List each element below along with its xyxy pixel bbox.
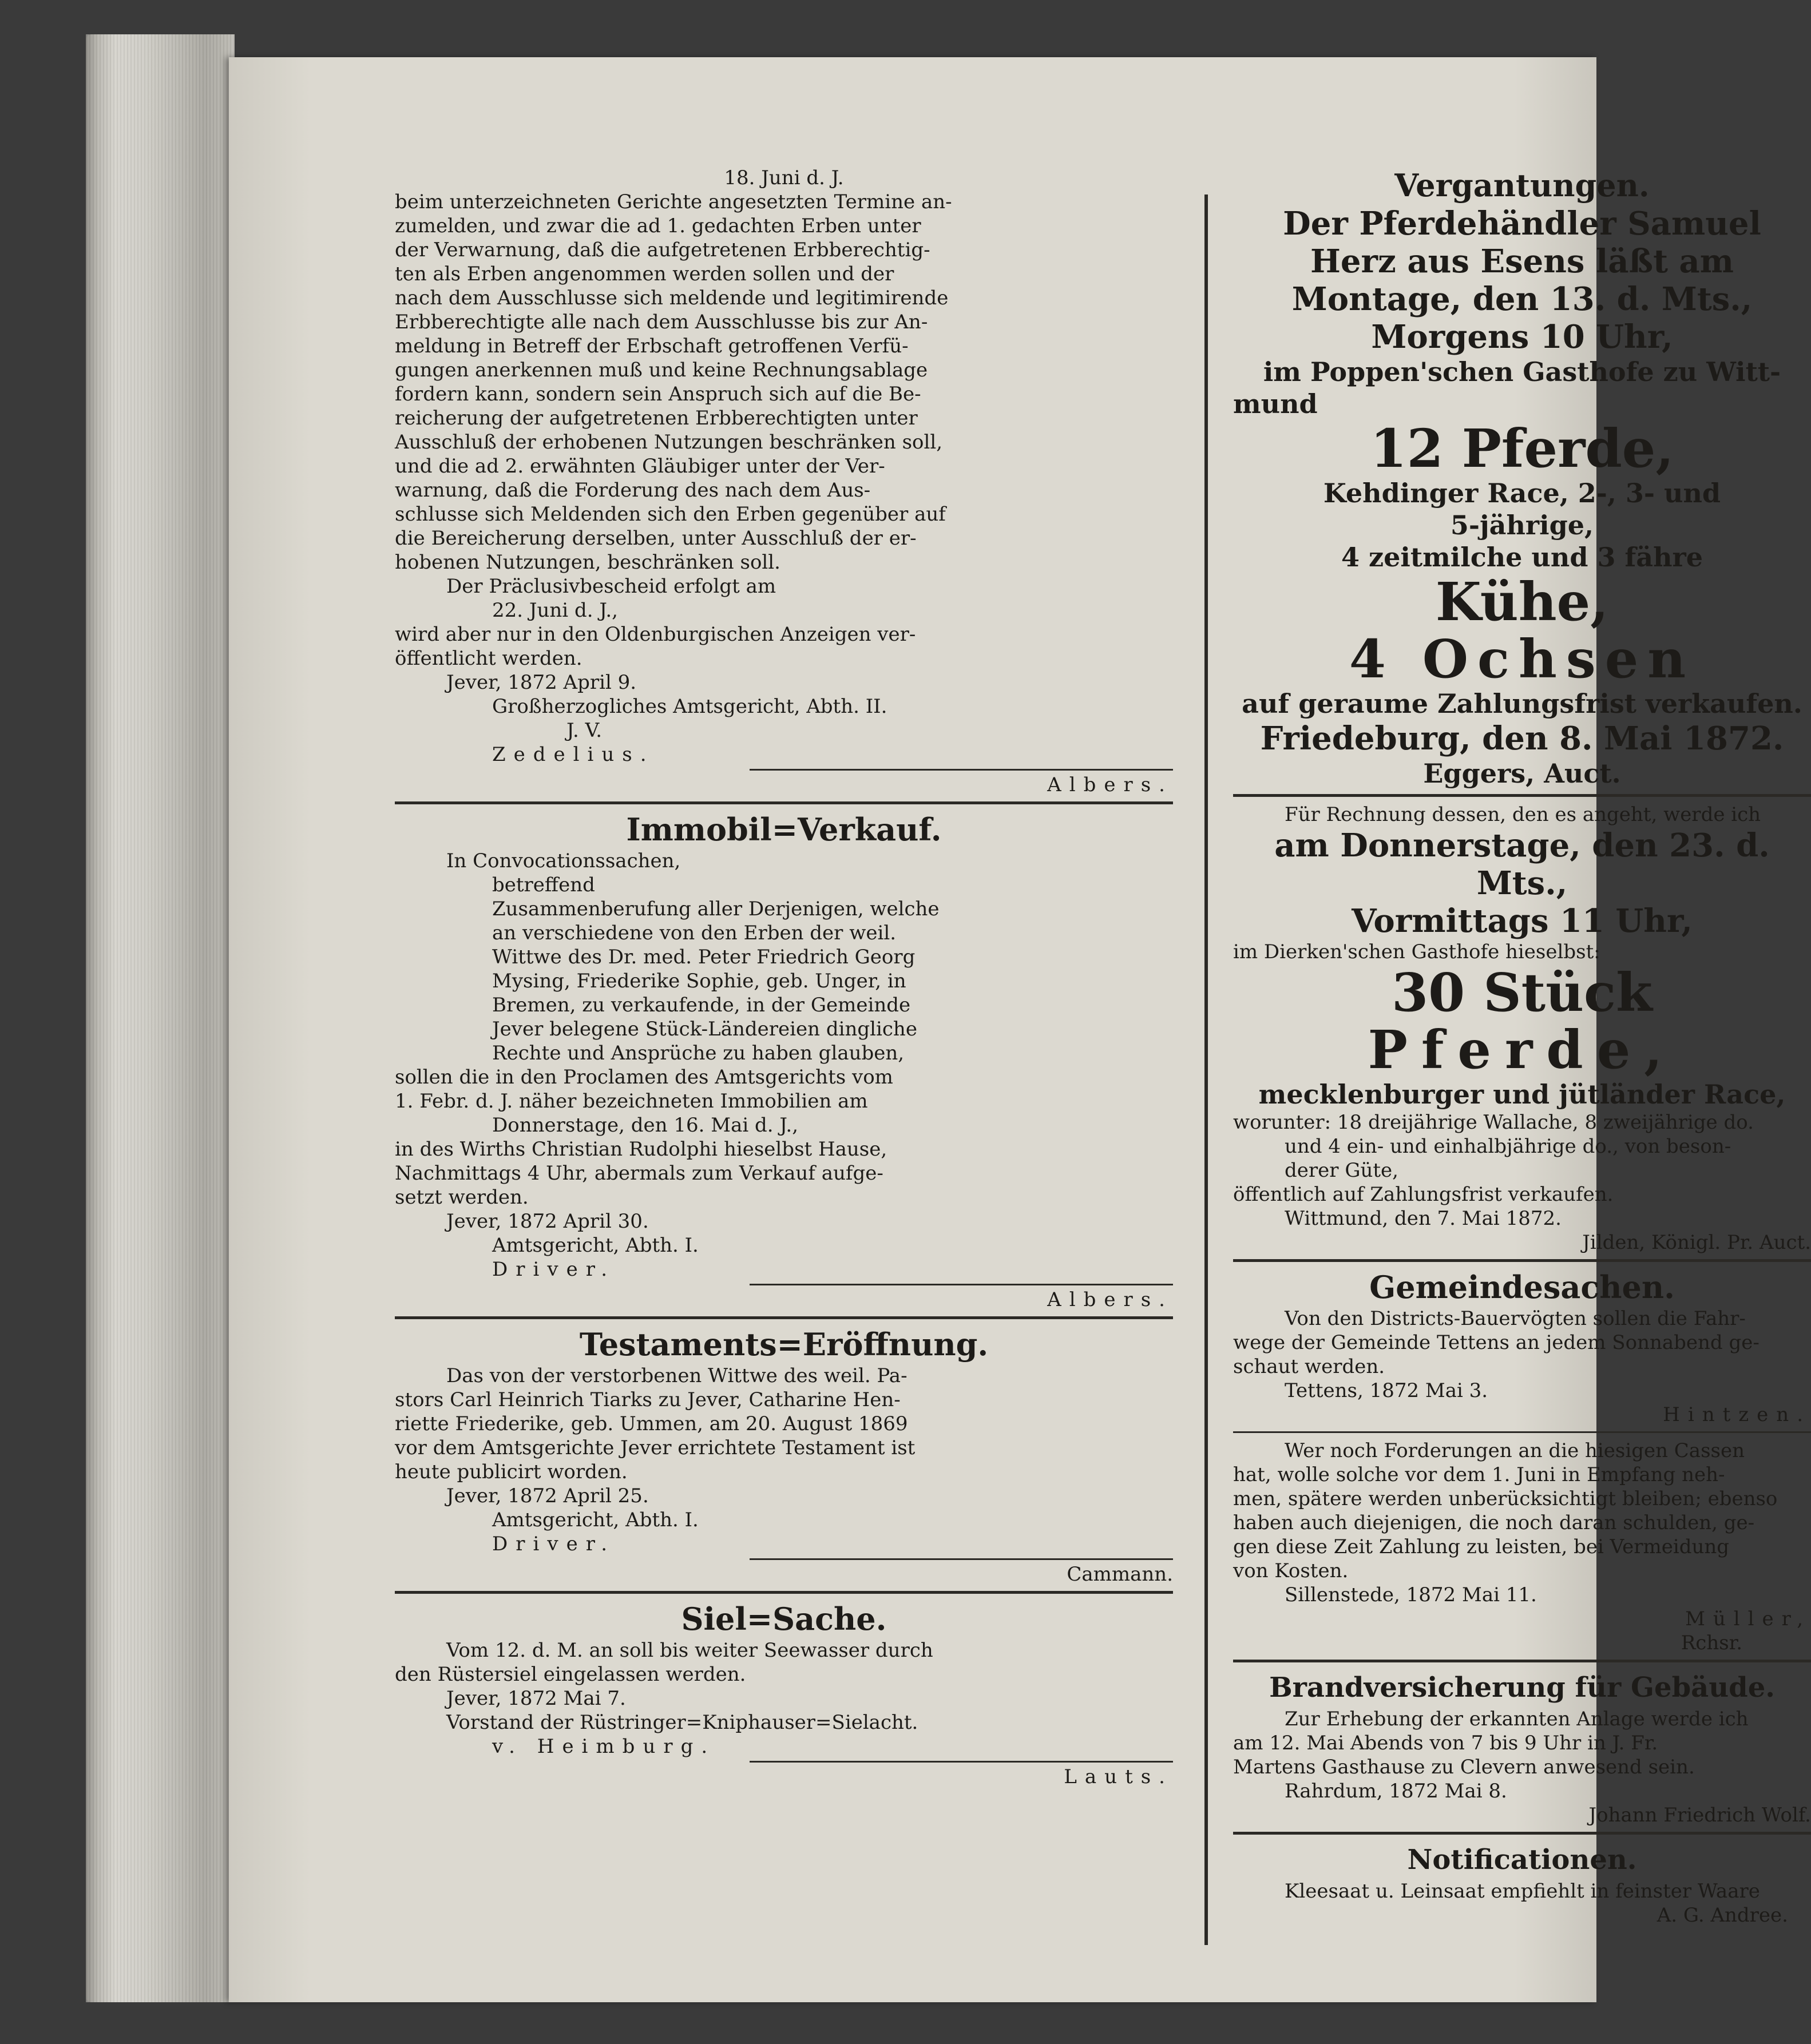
- ad-line: mecklenburger und jütländer Race,: [1258, 1079, 1786, 1110]
- text-line: setzt werden.: [395, 1186, 529, 1209]
- signature: A. G. Andree.: [1657, 1904, 1788, 1927]
- section-rule: [395, 1316, 1173, 1319]
- place-date: Tettens, 1872 Mai 3.: [1285, 1379, 1488, 1402]
- text-line: an verschiedene von den Erben der weil.: [492, 922, 897, 944]
- text-line: warnung, daß die Forderung des nach dem Aus-: [395, 479, 871, 502]
- place-date: Jever, 1872 Mai 7.: [446, 1687, 626, 1710]
- text-line: fordern kann, sondern sein Anspruch sich auf die Be-: [395, 383, 921, 406]
- section-rule: [395, 1591, 1173, 1594]
- section-heading: Gemeindesachen.: [1369, 1269, 1675, 1305]
- text-line: Erbberechtigte alle nach dem Ausschlusse bis zur An-: [395, 311, 928, 334]
- section-rule: [395, 801, 1173, 804]
- ad-line: im Poppen'schen Gasthofe zu Witt-: [1263, 356, 1781, 387]
- text-line: Mysing, Friederike Sophie, geb. Unger, in: [492, 970, 906, 993]
- section-heading: Brandversicherung für Gebäude.: [1269, 1672, 1775, 1704]
- text-line: Bremen, zu verkaufende, in der Gemeinde: [492, 994, 911, 1017]
- right-column: [1233, 166, 1811, 1927]
- section-rule: [1233, 794, 1811, 797]
- text-line: Der Präclusivbescheid erfolgt am: [446, 575, 776, 598]
- text-line: gen diese Zeit Zahlung zu leisten, bei Vermeidung: [1233, 1535, 1730, 1558]
- section-heading: Notificationen.: [1407, 1844, 1637, 1876]
- section-rule: [1233, 1431, 1811, 1433]
- text-line: nach dem Ausschlusse sich meldende und legitimirende: [395, 287, 949, 309]
- signature-rule: [750, 1284, 1173, 1285]
- text-line: 1. Febr. d. J. näher bezeichneten Immobilien am: [395, 1090, 868, 1113]
- ad-headline: Pferde,: [1368, 1019, 1677, 1081]
- signature: Driver.: [492, 1533, 616, 1555]
- signature: Eggers, Auct.: [1423, 758, 1621, 789]
- signature: Zedelius.: [492, 743, 655, 766]
- text-line: im Dierken'schen Gasthofe hieselbst:: [1233, 940, 1600, 963]
- place-date: Jever, 1872 April 9.: [446, 671, 637, 694]
- section-rule: [1233, 1660, 1811, 1662]
- text-line: von Kosten.: [1233, 1559, 1349, 1582]
- text-line: reicherung der aufgetretenen Erbberechtigten unter: [395, 407, 918, 430]
- text-line: stors Carl Heinrich Tiarks zu Jever, Catharine Hen-: [395, 1388, 901, 1411]
- place-date: Rahrdum, 1872 Mai 8.: [1285, 1780, 1507, 1803]
- text-line: öffentlich auf Zahlungsfrist verkaufen.: [1233, 1183, 1614, 1206]
- ad-headline: Kühe,: [1435, 571, 1609, 633]
- ad-time: Morgens 10 Uhr,: [1371, 318, 1673, 356]
- text-line: Rechte und Ansprüche zu haben glauben,: [492, 1042, 905, 1065]
- testament-notice: [395, 1325, 1173, 1586]
- vergantungen-ad-1: [1233, 166, 1811, 789]
- text-line: schlusse sich Meldenden sich den Erben gegenüber auf: [395, 503, 946, 526]
- signature-rule: [750, 1761, 1173, 1763]
- text-line: worunter: 18 dreijährige Wallache, 8 zweijährige do.: [1233, 1111, 1754, 1134]
- text-line: Zur Erhebung der erkannten Anlage werde ich: [1285, 1708, 1749, 1731]
- text-line: Wittwe des Dr. med. Peter Friedrich Georg: [492, 946, 916, 969]
- text-line: In Convocationssachen,: [446, 850, 681, 872]
- erbschaft-notice: [395, 166, 1173, 797]
- date-line: 22. Juni d. J.,: [492, 599, 618, 622]
- text-line: wege der Gemeinde Tettens an jedem Sonnabend ge-: [1233, 1331, 1760, 1354]
- text-line: men, spätere werden unberücksichtigt bleiben; ebenso: [1233, 1487, 1778, 1510]
- signature: Cammann.: [1067, 1563, 1173, 1586]
- text-line: riette Friederike, geb. Ummen, am 20. August 1869: [395, 1412, 908, 1435]
- place-date: Jever, 1872 April 30.: [446, 1210, 649, 1233]
- section-heading: Vergantungen.: [1394, 167, 1650, 204]
- text-line: Von den Districts-Bauervögten sollen die Fahr-: [1285, 1307, 1746, 1330]
- board-name: Vorstand der Rüstringer=Kniphauser=Sielacht.: [446, 1711, 918, 1734]
- text-line: gungen anerkennen muß und keine Rechnungsablage: [395, 359, 928, 382]
- text-line: Wer noch Forderungen an die hiesigen Cassen: [1285, 1439, 1745, 1462]
- siel-sache-notice: [395, 1600, 1173, 1789]
- section-heading: Immobil=Verkauf.: [626, 811, 942, 848]
- newspaper-page: [229, 57, 1811, 2002]
- text-line: vor dem Amtsgerichte Jever errichtete Testament ist: [395, 1436, 916, 1459]
- signature-rule: [750, 769, 1173, 771]
- section-heading: Testaments=Eröffnung.: [579, 1326, 989, 1363]
- signature-rule: [750, 1558, 1173, 1560]
- place-date: Friedeburg, den 8. Mai 1872.: [1260, 720, 1784, 757]
- court-name: Amtsgericht, Abth. I.: [492, 1234, 699, 1257]
- place-date: Sillenstede, 1872 Mai 11.: [1285, 1583, 1537, 1606]
- ad-line: Herz aus Esens läßt am: [1310, 243, 1734, 280]
- signature: v. Heimburg.: [492, 1735, 716, 1758]
- text-line: hobenen Nutzungen, beschränken soll.: [395, 551, 780, 574]
- signature-title: Rchsr.: [1681, 1632, 1742, 1654]
- text-line: Das von der verstorbenen Wittwe des weil. Pa-: [446, 1364, 908, 1387]
- text-line: derer Güte,: [1285, 1159, 1398, 1182]
- text-line: 18. Juni d. J.: [724, 166, 844, 189]
- text-line: meldung in Betreff der Erbschaft getroffenen Verfü-: [395, 335, 909, 358]
- text-line: hat, wolle solche vor dem 1. Juni in Empfang neh-: [1233, 1463, 1725, 1486]
- ad-line: auf geraume Zahlungsfrist verkaufen.: [1242, 688, 1802, 719]
- signature: Driver.: [492, 1258, 616, 1281]
- section-heading: Siel=Sache.: [681, 1601, 887, 1637]
- text-line: Vom 12. d. M. an soll bis weiter Seewasser durch: [446, 1639, 933, 1662]
- date-line: Donnerstage, den 16. Mai d. J.,: [492, 1114, 799, 1137]
- text-line: Zusammenberufung aller Derjenigen, welche: [492, 898, 940, 920]
- court-name: Großherzogliches Amtsgericht, Abth. II.: [492, 695, 887, 718]
- text-line: beim unterzeichneten Gerichte angesetzten Termine an-: [395, 190, 952, 213]
- ad-headline: 12 Pferde,: [1370, 418, 1674, 479]
- left-column: [395, 166, 1173, 1789]
- ad-line: 4 zeitmilche und 3 fähre: [1341, 542, 1703, 573]
- text-line: Jever belegene Stück-Ländereien dingliche: [492, 1018, 917, 1041]
- gemeindesachen-notice: [1233, 1268, 1811, 1427]
- signature: J. V.: [566, 719, 603, 742]
- vergantungen-ad-2: [1233, 803, 1811, 1255]
- page-stack-edge: [86, 34, 235, 2002]
- text-line: Nachmittags 4 Uhr, abermals zum Verkauf aufge-: [395, 1162, 883, 1185]
- text-line: ten als Erben angenommen werden sollen und der: [395, 263, 894, 285]
- text-line: betreffend: [492, 874, 595, 896]
- ad-headline: 4 Ochsen: [1349, 628, 1695, 690]
- text-line: wird aber nur in den Oldenburgischen Anzeigen ver-: [395, 623, 916, 646]
- text-line: und 4 ein- und einhalbjährige do., von beson-: [1285, 1135, 1731, 1158]
- signature: Albers.: [1047, 773, 1173, 796]
- ad-line: Kehdinger Race, 2-, 3- und: [1323, 478, 1721, 509]
- text-line: der Verwarnung, daß die aufgetretenen Erbberechtig-: [395, 239, 930, 261]
- text-line: Ausschluß der erhobenen Nutzungen beschränken soll,: [395, 431, 943, 454]
- brandversicherung-notice: [1233, 1668, 1811, 1827]
- signature: Albers.: [1047, 1288, 1173, 1311]
- text-line: schaut werden.: [1233, 1355, 1385, 1378]
- text-line: sollen die in den Proclamen des Amtsgerichts vom: [395, 1066, 893, 1089]
- cassen-notice: [1233, 1439, 1811, 1655]
- text-line: haben auch diejenigen, die noch daran schulden, ge-: [1233, 1511, 1755, 1534]
- ad-line: 5-jährige,: [1450, 510, 1594, 541]
- signature: Johann Friedrich Wolf.: [1588, 1804, 1811, 1827]
- signature: Hintzen.: [1663, 1403, 1811, 1426]
- ad-headline: 30 Stück: [1392, 962, 1653, 1023]
- ad-date: Montage, den 13. d. Mts.,: [1291, 280, 1753, 318]
- immobil-verkauf-notice: [395, 810, 1173, 1312]
- text-line: öffentlicht werden.: [395, 647, 582, 670]
- ad-time: Vormittags 11 Uhr,: [1352, 902, 1693, 940]
- signature: Lauts.: [1064, 1765, 1173, 1788]
- text-line: die Bereicherung derselben, unter Ausschluß der er-: [395, 527, 917, 550]
- section-rule: [1233, 1259, 1811, 1262]
- text-line: zumelden, und zwar die ad 1. gedachten Erben unter: [395, 215, 921, 237]
- text-line: heute publicirt worden.: [395, 1460, 628, 1483]
- court-name: Amtsgericht, Abth. I.: [492, 1509, 699, 1531]
- signature: Jilden, Königl. Pr. Auct.: [1582, 1231, 1811, 1254]
- text-line: Martens Gasthause zu Clevern anwesend sein.: [1233, 1756, 1695, 1779]
- place-date: Jever, 1872 April 25.: [446, 1485, 649, 1507]
- text-line: in des Wirths Christian Rudolphi hieselbst Hause,: [395, 1138, 887, 1161]
- text-line: am 12. Mai Abends von 7 bis 9 Uhr in J. Fr.: [1233, 1732, 1658, 1755]
- text-line: den Rüstersiel eingelassen werden.: [395, 1663, 746, 1686]
- text-line: Für Rechnung dessen, den es angeht, werde ich: [1285, 803, 1761, 826]
- ad-date: am Donnerstage, den 23. d. Mts.,: [1274, 827, 1770, 902]
- ad-line: Der Pferdehändler Samuel: [1283, 205, 1761, 243]
- text-line: Kleesaat u. Leinsaat empfiehlt in feinster Waare: [1285, 1880, 1760, 1903]
- text-line: und die ad 2. erwähnten Gläubiger unter der Ver-: [395, 455, 885, 478]
- place-date: Wittmund, den 7. Mai 1872.: [1285, 1207, 1562, 1230]
- column-divider: [1204, 195, 1208, 1945]
- signature: Müller,: [1685, 1608, 1811, 1630]
- ad-line: mund: [1233, 388, 1318, 419]
- notificationen-notice: [1233, 1840, 1811, 1927]
- section-rule: [1233, 1832, 1811, 1835]
